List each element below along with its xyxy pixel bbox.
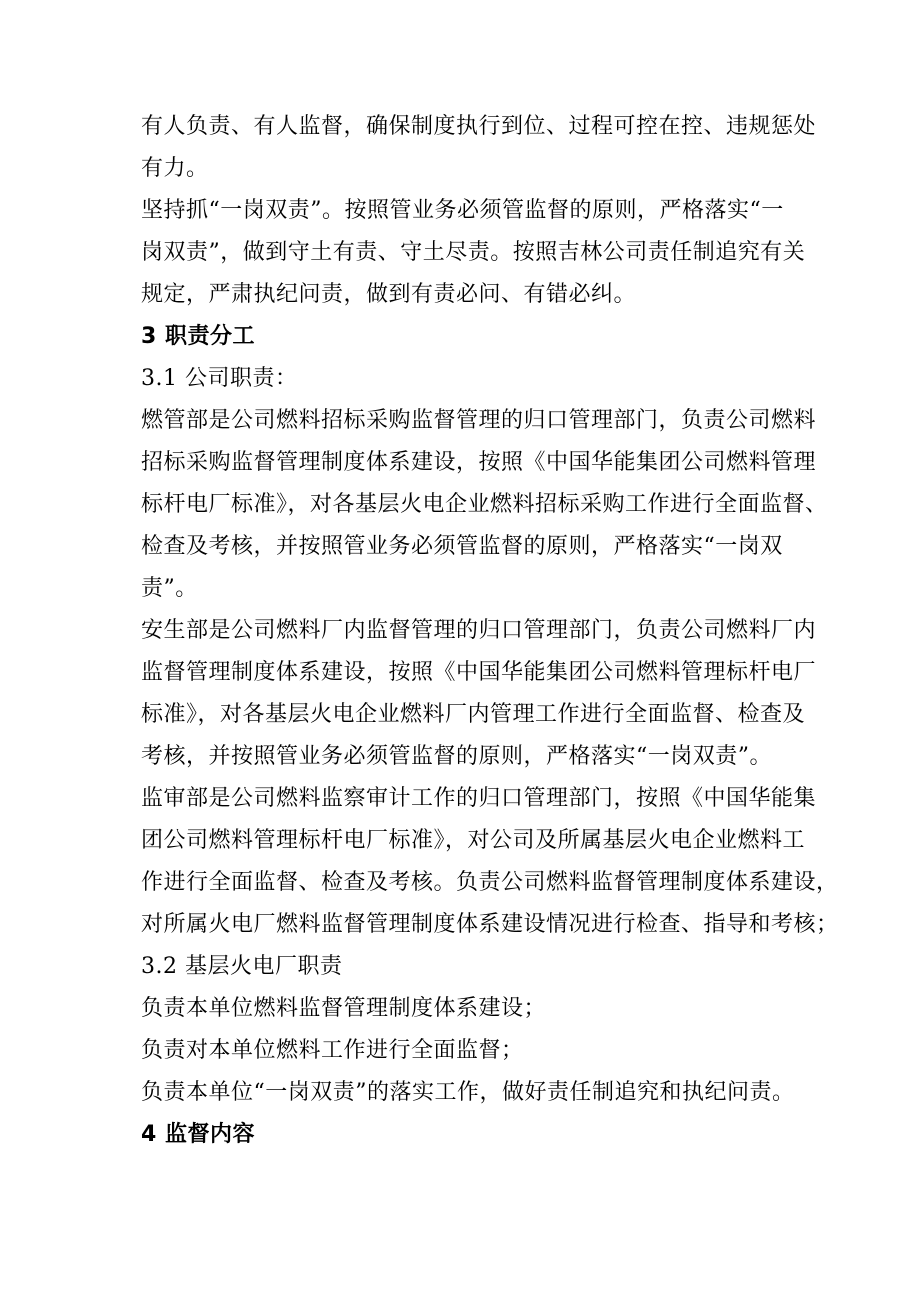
- paragraph-line: 考核，并按照管业务必须管监督的原则，严格落实“一岗双责”。: [141, 744, 772, 769]
- paragraph-line: 坚持抓“一岗双责”。按照管业务必须管监督的原则，严格落实“一: [141, 198, 784, 223]
- paragraph-line: 有人负责、有人监督，确保制度执行到位、过程可控在控、违规惩处: [141, 114, 817, 139]
- paragraph-line: 监审部是公司燃料监察审计工作的归口管理部门，按照《中国华能集: [141, 786, 817, 811]
- subsection-heading: 3.1 公司职责：: [141, 366, 298, 391]
- paragraph-line: 负责本单位“一岗双责”的落实工作，做好责任制追究和执纪问责。: [141, 1080, 795, 1105]
- section-heading: 3 职责分工: [141, 324, 255, 349]
- paragraph-line: 责”。: [141, 576, 198, 601]
- paragraph-line: 对所属火电厂燃料监督管理制度体系建设情况进行检查、指导和考核；: [141, 912, 839, 937]
- paragraph-line: 检查及考核，并按照管业务必须管监督的原则，严格落实“一岗双: [141, 534, 783, 559]
- paragraph-line: 标杆电厂标准》，对各基层火电企业燃料招标采购工作进行全面监督、: [141, 492, 828, 517]
- paragraph-line: 监督管理制度体系建设，按照《中国华能集团公司燃料管理标杆电厂: [141, 660, 817, 685]
- paragraph-line: 招标采购监督管理制度体系建设，按照《中国华能集团公司燃料管理: [141, 450, 817, 475]
- paragraph-line: 岗双责”，做到守土有责、守土尽责。按照吉林公司责任制追究有关: [141, 240, 806, 265]
- paragraph-line: 团公司燃料管理标杆电厂标准》，对公司及所属基层火电企业燃料工: [141, 828, 806, 853]
- paragraph-line: 有力。: [141, 156, 209, 181]
- paragraph-line: 负责对本单位燃料工作进行全面监督；: [141, 1038, 524, 1063]
- paragraph-line: 规定，严肃执纪问责，做到有责必问、有错必纠。: [141, 282, 637, 307]
- paragraph-line: 燃管部是公司燃料招标采购监督管理的归口管理部门，负责公司燃料: [141, 408, 817, 433]
- subsection-heading: 3.2 基层火电厂职责: [141, 954, 343, 979]
- paragraph-line: 作进行全面监督、检查及考核。负责公司燃料监督管理制度体系建设，: [141, 870, 839, 895]
- paragraph-line: 标准》，对各基层火电企业燃料厂内管理工作进行全面监督、检查及: [141, 702, 806, 727]
- paragraph-line: 安生部是公司燃料厂内监督管理的归口管理部门，负责公司燃料厂内: [141, 618, 817, 643]
- paragraph-line: 负责本单位燃料监督管理制度体系建设；: [141, 996, 547, 1021]
- section-heading: 4 监督内容: [141, 1122, 255, 1147]
